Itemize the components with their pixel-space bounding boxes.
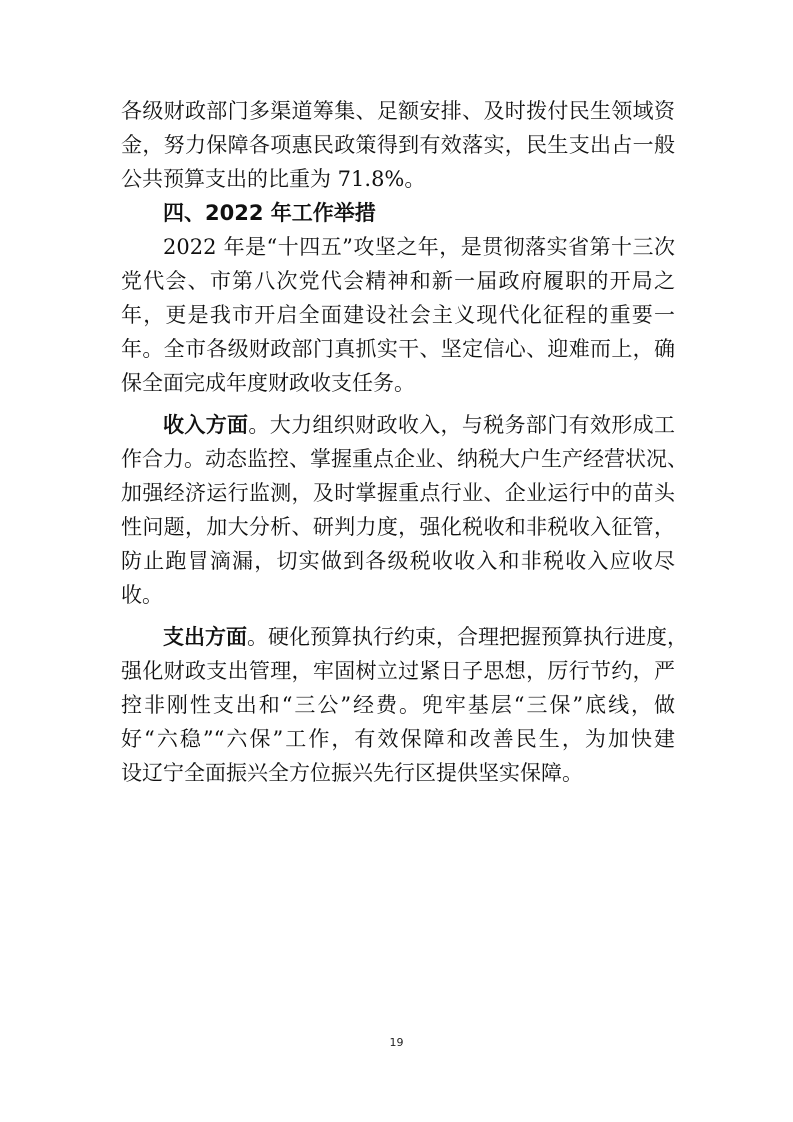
- text-line: 各级财政部门多渠道筹集、足额安排、及时拨付民生领域资: [121, 99, 675, 123]
- text-line: 控非刚性支出和“三公”经费。兜牢基层“三保”底线，做: [121, 693, 675, 717]
- text-line: 强化财政支出管理，牢固树立过紧日子思想，厉行节约，严: [121, 659, 675, 683]
- text-line: 党代会、市第八次党代会精神和新一届政府履职的开局之: [121, 269, 675, 293]
- paragraph-lead-revenue: 收入方面: [163, 413, 249, 437]
- text-line: 保全面完成年度财政收支任务。: [121, 371, 415, 395]
- text-line: 收。: [121, 583, 163, 607]
- paragraph-2022-overview: [121, 230, 675, 400]
- text-line: 2022 年是“十四五”攻坚之年，是贯彻落实省第十三次: [163, 235, 675, 259]
- paragraph-lead-expenditure: 支出方面: [163, 625, 247, 649]
- text-line: 加强经济运行监测，及时掌握重点行业、企业运行中的苗头: [121, 481, 675, 505]
- text-line: [121, 408, 675, 442]
- text-line: [121, 620, 688, 654]
- text-line: 年。全市各级财政部门真抓实干、坚定信心、迎难而上，确: [121, 337, 675, 361]
- text-run: 。硬化预算执行约束，合理把握预算执行进度，: [247, 625, 688, 649]
- paragraph-expenditure: [121, 620, 688, 790]
- text-line: 年，更是我市开启全面建设社会主义现代化征程的重要一: [121, 303, 675, 327]
- text-line: 防止跑冒滴漏，切实做到各级税收收入和非税收入应收尽: [121, 549, 675, 573]
- text-line: 好“六稳”“六保”工作，有效保障和改善民生，为加快建: [121, 727, 675, 751]
- text-run: 。大力组织财政收入，与税务部门有效形成工: [248, 413, 676, 437]
- text-line: 性问题，加大分析、研判力度，强化税收和非税收入征管，: [121, 515, 675, 539]
- text-line: 作合力。动态监控、掌握重点企业、纳税大户生产经营状况、: [121, 447, 688, 471]
- page-body: [121, 94, 688, 790]
- section-heading: 四、2022 年工作举措: [163, 201, 376, 225]
- paragraph-revenue: [121, 408, 688, 612]
- text-line: 设辽宁全面振兴全方位振兴先行区提供坚实保障。: [121, 761, 583, 785]
- page-number: 19: [389, 1036, 404, 1049]
- text-line: 金，努力保障各项惠民政策得到有效落实，民生支出占一般: [121, 133, 675, 157]
- text-line: 公共预算支出的比重为 71.8%。: [121, 167, 426, 191]
- paragraph-livelihood-spending: [121, 94, 675, 196]
